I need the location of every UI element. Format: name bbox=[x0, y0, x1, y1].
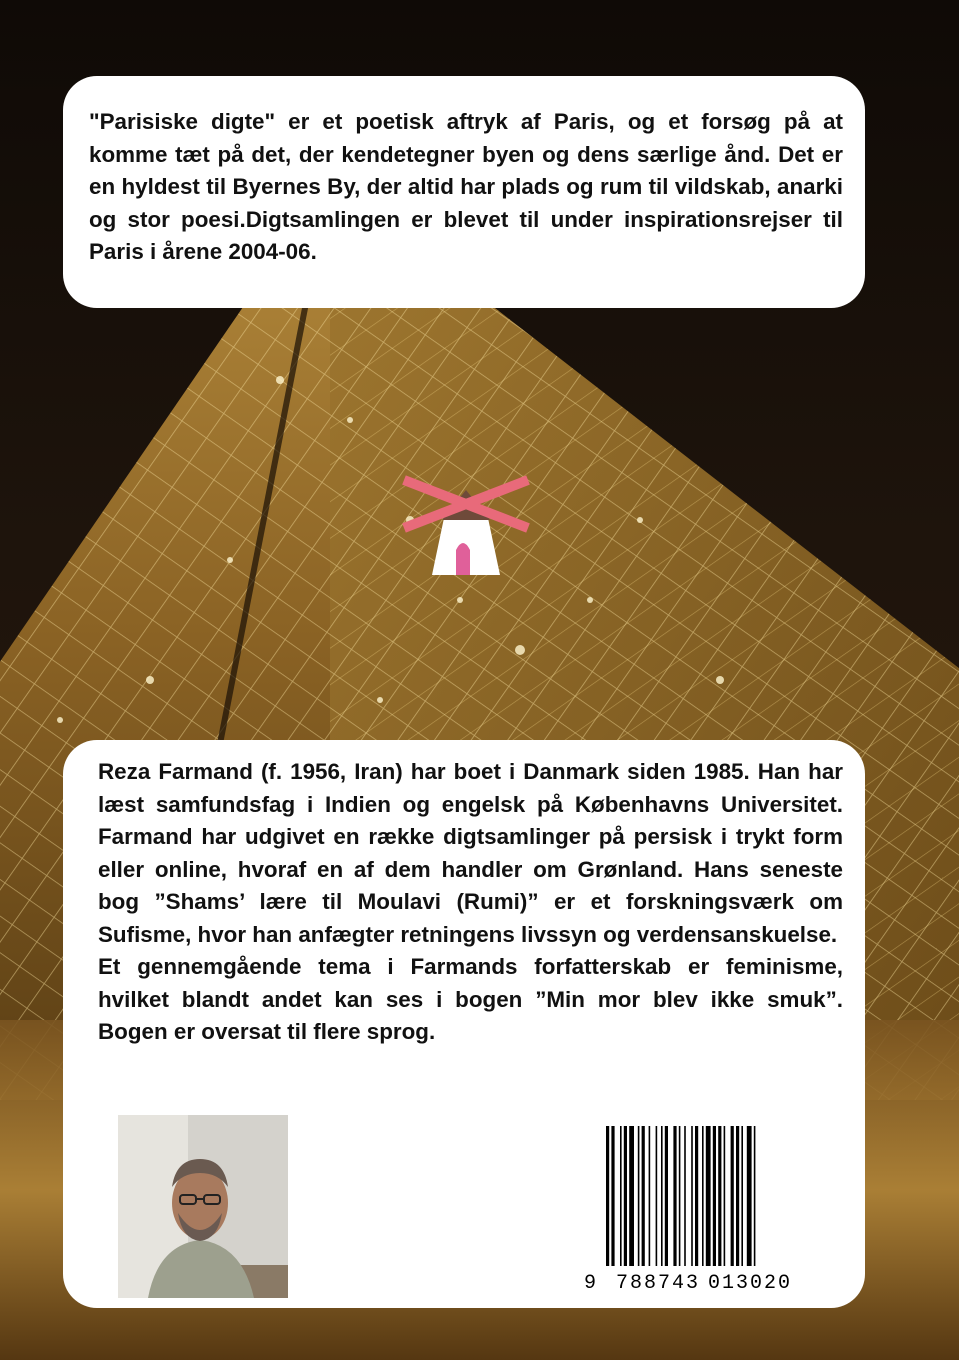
bio-line: Grønland. Hans seneste bog ”Shams’ lære til Moulavi (Rumi)” er bbox=[98, 856, 843, 914]
barcode-bar bbox=[731, 1126, 734, 1266]
barcode-bar bbox=[661, 1126, 663, 1266]
barcode-bar bbox=[724, 1126, 726, 1266]
barcode-bar bbox=[702, 1126, 704, 1266]
barcode-bar bbox=[736, 1126, 739, 1266]
windmill-icon bbox=[396, 470, 536, 585]
barcode-bar bbox=[665, 1126, 668, 1266]
blurb-line: inspirationsrejser til Paris i årene 2004-06. bbox=[89, 206, 843, 264]
isbn-digits-right: 013020 bbox=[708, 1272, 793, 1295]
barcode-bar bbox=[691, 1126, 693, 1266]
barcode-bar bbox=[649, 1126, 651, 1266]
blurb-line: vildskab, anarki og stor poesi.Digtsamlingen er blevet til under bbox=[89, 174, 843, 232]
isbn-digits-left: 788743 bbox=[616, 1272, 701, 1295]
bio-line: Universitet. Farmand har udgivet en række digtsamlinger på bbox=[98, 791, 843, 849]
barcode-bar bbox=[611, 1126, 614, 1266]
barcode-bar bbox=[638, 1126, 640, 1266]
blurb-card bbox=[63, 76, 865, 308]
barcode-bar bbox=[620, 1126, 622, 1266]
bio-line: persisk i trykt form eller online, hvoraf en af dem handler om bbox=[98, 824, 843, 882]
barcode-bar bbox=[706, 1126, 711, 1266]
barcode-bar bbox=[629, 1126, 634, 1266]
barcode-bar bbox=[606, 1126, 609, 1266]
barcode-bar bbox=[656, 1126, 658, 1266]
barcode-bar bbox=[713, 1126, 716, 1266]
bio-line: Et gennemgående tema i Farmands forfatterskab er feminisme, bbox=[98, 954, 843, 979]
barcode-bar bbox=[673, 1126, 676, 1266]
blurb-line: "Parisiske digte" er et poetisk aftryk af Paris, og et forsøg på at bbox=[89, 109, 843, 134]
barcode-bar bbox=[718, 1126, 721, 1266]
bio-line: livssyn og verdensanskuelse. bbox=[521, 921, 838, 947]
isbn-barcode bbox=[578, 1122, 811, 1300]
barcode-bar bbox=[754, 1126, 756, 1266]
barcode-bar bbox=[741, 1126, 743, 1266]
barcode-bar bbox=[684, 1126, 686, 1266]
barcode-bar bbox=[695, 1126, 698, 1266]
bio-line: et forskningsværk om Sufisme, hvor han anfægter retningens bbox=[98, 889, 843, 947]
blurb-text bbox=[89, 106, 843, 269]
barcode-bar bbox=[642, 1126, 645, 1266]
blurb-line: komme tæt på det, der kendetegner byen og dens særlige ånd. bbox=[89, 141, 771, 167]
barcode-bar bbox=[679, 1126, 681, 1266]
bio-line: Bogen er oversat til flere sprog. bbox=[98, 1019, 436, 1044]
isbn-digit-prefix: 9 bbox=[584, 1272, 597, 1295]
bio-line: Reza Farmand (f. 1956, Iran) har boet i Danmark siden 1985. Han bbox=[98, 759, 801, 784]
barcode-bar bbox=[747, 1126, 752, 1266]
bio-line: har læst samfundsfag i Indien og engelsk på Københavns bbox=[98, 759, 843, 817]
author-photo bbox=[118, 1115, 288, 1298]
blurb-line: Det er en hyldest til Byernes By, der altid har plads og rum til bbox=[89, 141, 843, 199]
author-bio-text bbox=[98, 756, 843, 1049]
barcode-bar bbox=[624, 1126, 627, 1266]
bio-line: hvilket blandt andet kan ses i bogen ”Min mor blev ikke smuk”. bbox=[98, 986, 843, 1012]
